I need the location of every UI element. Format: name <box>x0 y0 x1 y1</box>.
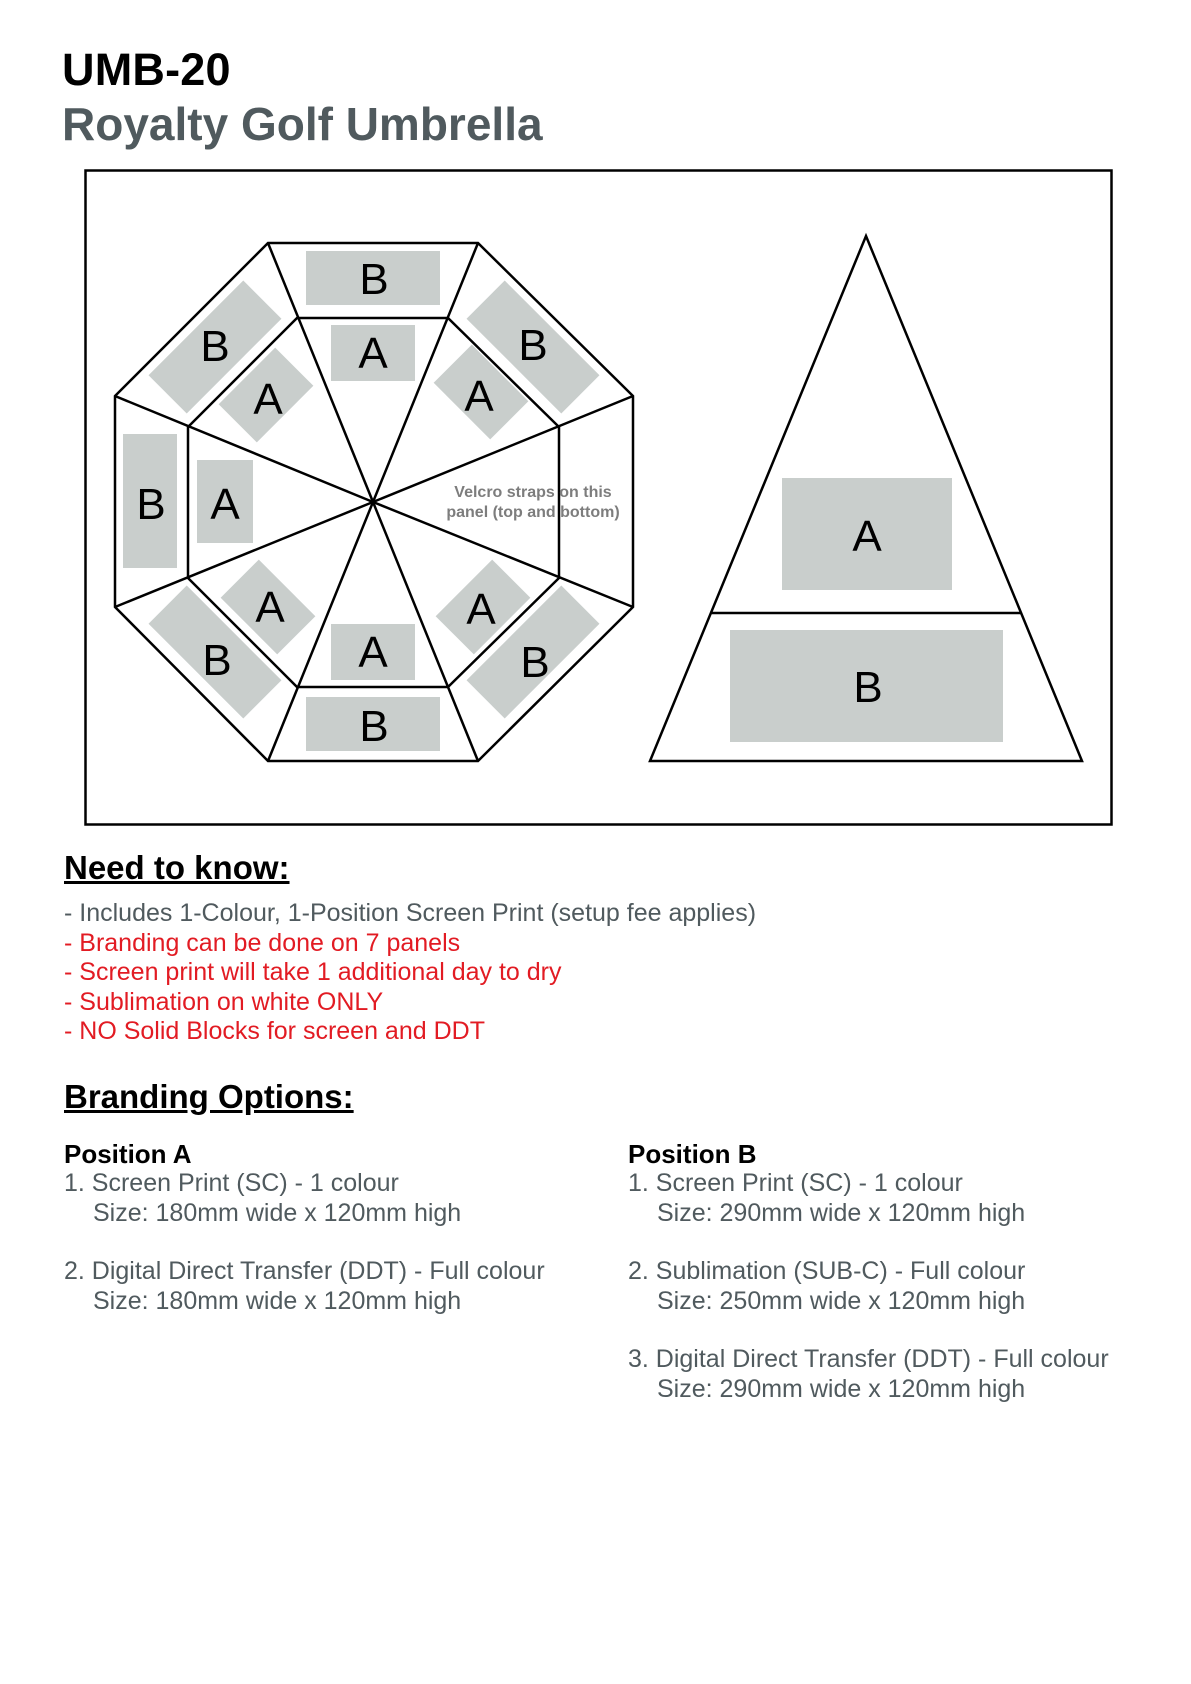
label-b: B <box>853 663 883 712</box>
label-a: A <box>255 583 285 632</box>
position-a-column <box>64 1139 624 1345</box>
option-method: 1. Screen Print (SC) - 1 colour <box>628 1169 963 1197</box>
position-a-option <box>64 1257 624 1316</box>
label-a: A <box>466 585 496 634</box>
position-b-option <box>628 1345 1188 1404</box>
product-name: Royalty Golf Umbrella <box>62 98 543 150</box>
note-item: - Includes 1-Colour, 1-Position Screen Print (setup fee applies) <box>64 899 757 927</box>
single-panel-view <box>650 236 1082 761</box>
label-a: A <box>358 329 388 378</box>
label-a: A <box>852 512 882 561</box>
label-b: B <box>359 702 389 751</box>
option-size: Size: 180mm wide x 120mm high <box>93 1198 462 1227</box>
label-b: B <box>359 255 389 304</box>
velcro-note-line2: panel (top and bottom) <box>446 504 620 521</box>
need-to-know-list <box>64 899 756 1047</box>
position-b-option <box>628 1257 1188 1316</box>
option-size: Size: 180mm wide x 120mm high <box>93 1286 462 1315</box>
label-b: B <box>518 321 548 370</box>
branding-options-heading: Branding Options: <box>64 1078 354 1115</box>
label-a: A <box>210 480 240 529</box>
note-item: - Sublimation on white ONLY <box>64 987 384 1016</box>
label-b: B <box>520 638 550 687</box>
position-b-option <box>628 1169 1188 1228</box>
velcro-note-line1: Velcro straps on this <box>454 484 612 501</box>
position-a-option <box>64 1169 624 1228</box>
need-to-know-heading: Need to know: <box>64 849 290 886</box>
note-item: - Branding can be done on 7 panels <box>64 928 461 957</box>
label-a: A <box>358 628 388 677</box>
option-method: 2. Sublimation (SUB-C) - Full colour <box>628 1257 1026 1285</box>
branding-diagram <box>84 169 1113 826</box>
option-size: Size: 290mm wide x 120mm high <box>657 1198 1026 1227</box>
label-b: B <box>136 480 166 529</box>
note-item: - NO Solid Blocks for screen and DDT <box>64 1017 485 1045</box>
product-code: UMB-20 <box>62 44 231 95</box>
option-size: Size: 250mm wide x 120mm high <box>657 1286 1026 1315</box>
position-b-column <box>628 1139 1188 1433</box>
label-b: B <box>200 322 230 371</box>
position-a-title: Position A <box>64 1139 192 1169</box>
option-method: 1. Screen Print (SC) - 1 colour <box>64 1169 399 1197</box>
label-b: B <box>202 636 232 685</box>
option-method: 3. Digital Direct Transfer (DDT) - Full colour <box>628 1345 1109 1373</box>
label-a: A <box>253 375 283 424</box>
option-size: Size: 290mm wide x 120mm high <box>657 1374 1026 1403</box>
label-a: A <box>464 372 494 421</box>
position-b-title: Position B <box>628 1139 757 1169</box>
option-method: 2. Digital Direct Transfer (DDT) - Full colour <box>64 1257 545 1285</box>
note-item: - Screen print will take 1 additional day to dry <box>64 958 562 986</box>
canopy-top-view <box>115 243 633 761</box>
